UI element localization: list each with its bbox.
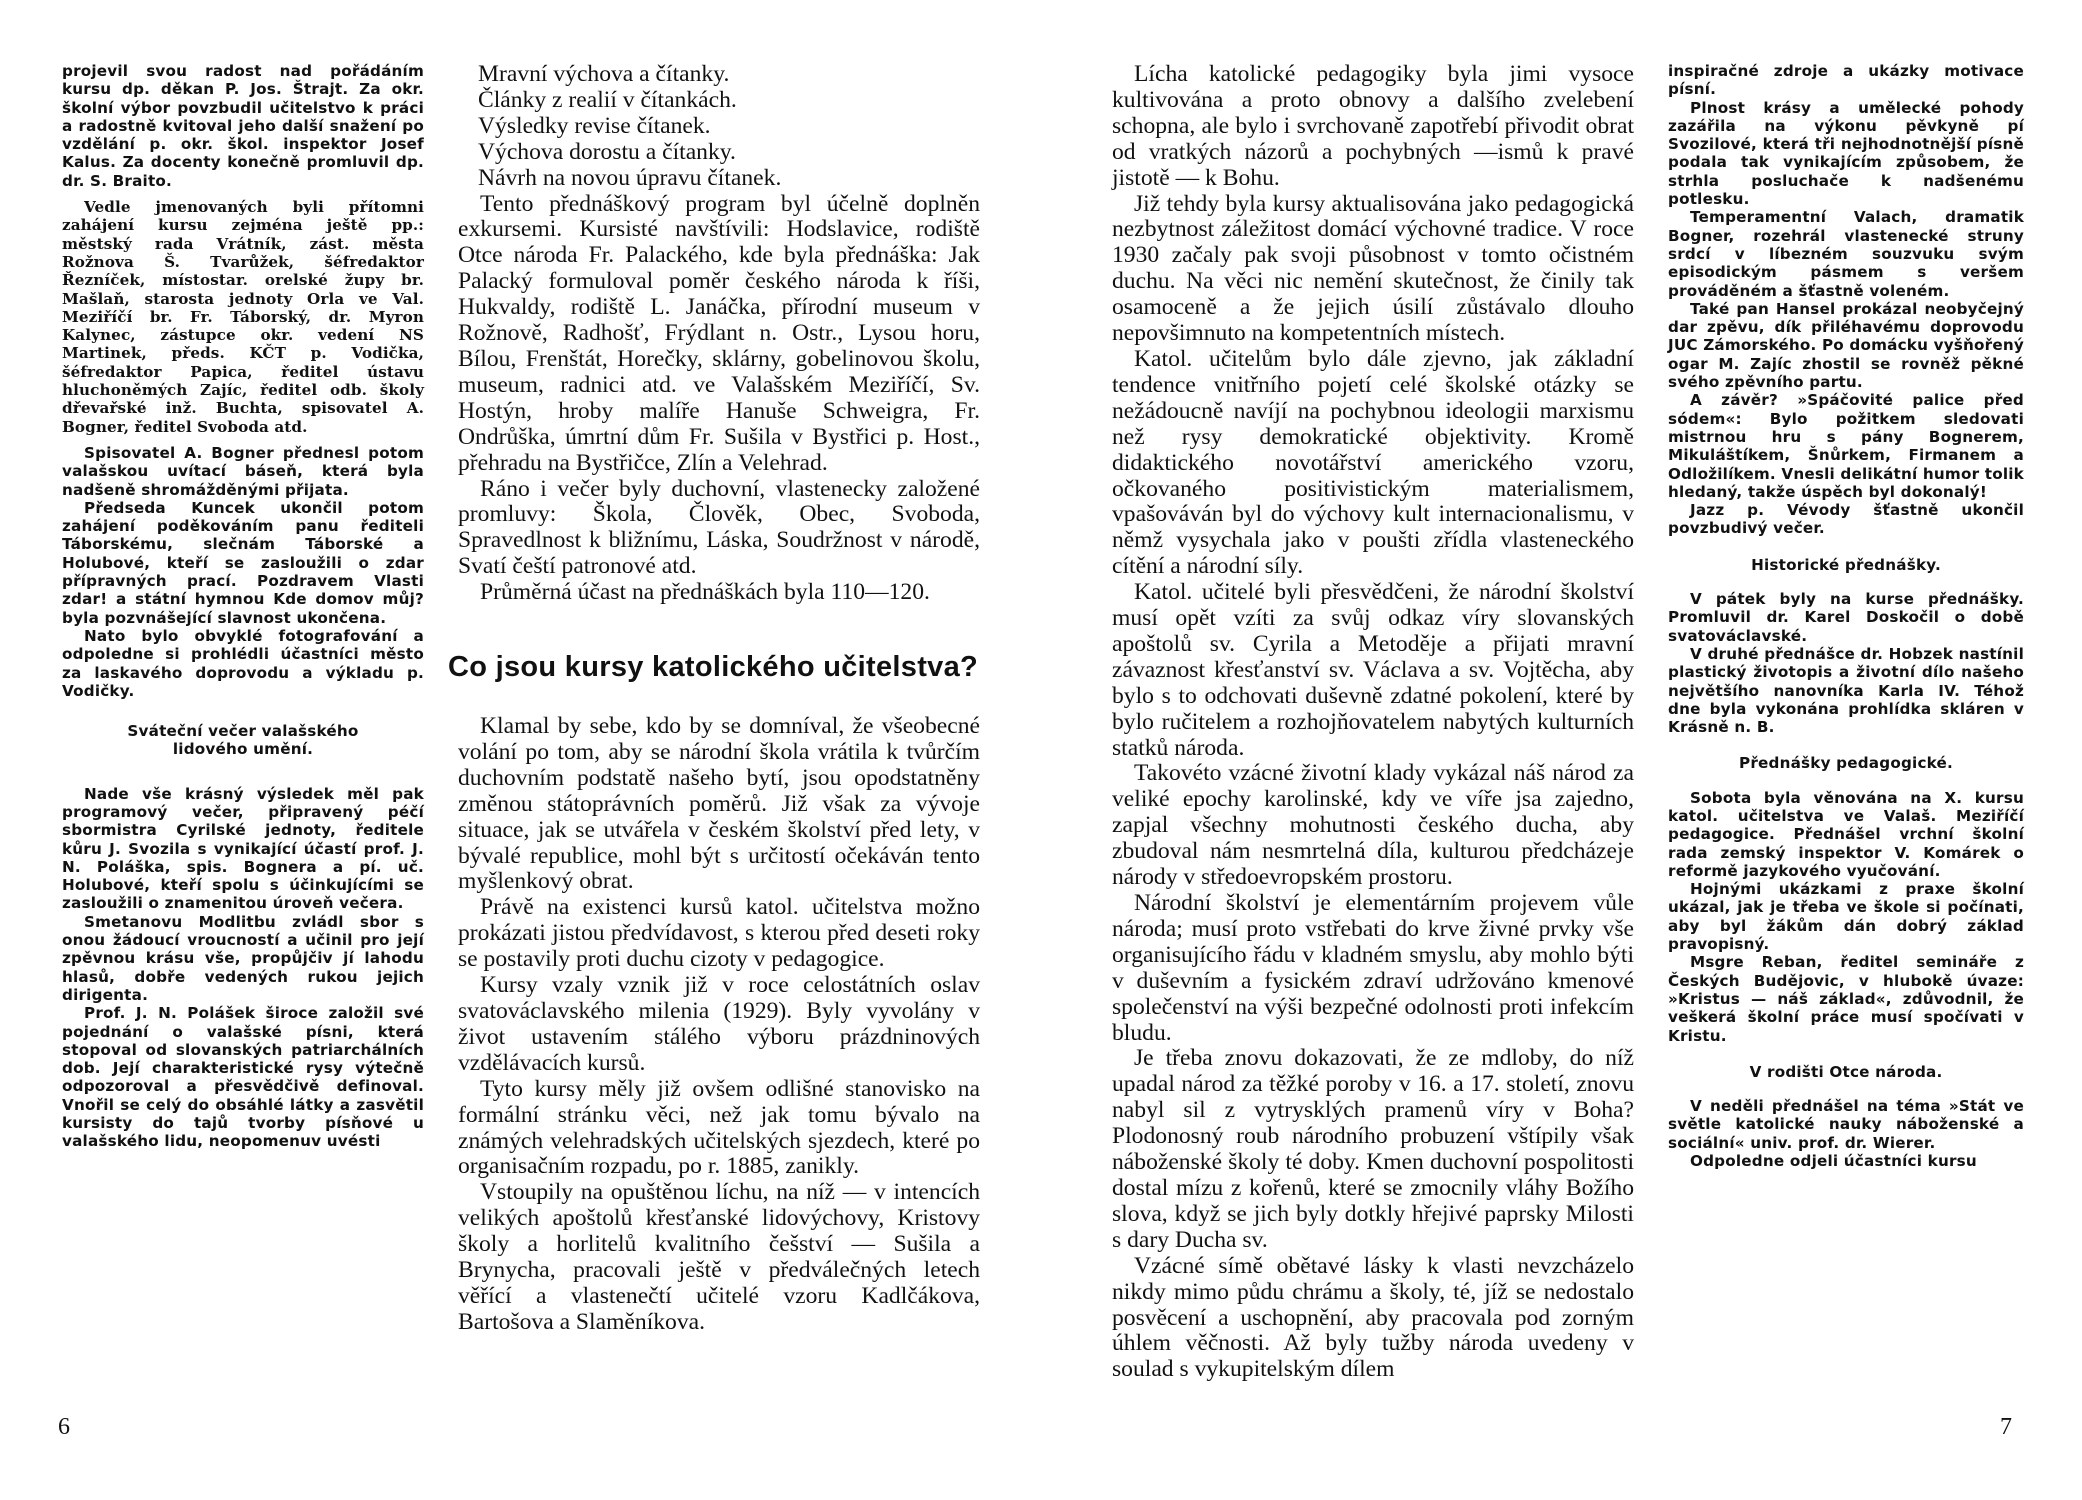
paragraph: inspiračné zdroje a ukázky motivace písní. [1668, 62, 2024, 99]
paragraph: Temperamentní Valach, dramatik Bogner, rozehrál vlastenecké struny srdcí v líbezném souzvuku svým episodickým pásmem s veršem prováděném a šťastně voleném. [1668, 208, 2024, 300]
right-column-2 [1668, 62, 2024, 1170]
paragraph: Spisovatel A. Bogner přednesl potom valašskou uvítací báseň, která byla nadšeně shromážděnými přijata. [62, 443, 424, 499]
paragraph: Tento přednáškový program byl účelně doplněn exkursemi. Kursisté navštívili: Hodslavice, rodiště Otce národa Fr. Palackého, kde byla přednáška: Jak Palacký formuloval poměr českého národa k říši, Hukvaldy, rodiště L. Janáčka, přírodní museum v Rožnově, Radhošť, Frýdlant n. Ostr., Lysou horu, Bílou, Frenštát, Horečky, sklárny, gobelinovou školu, museum, radnici atd. ve Valašském Meziříčí, Sv. Hostýn, hroby malíře Hanuše Schweigra, Fr. Ondrůška, úmrtní dům Fr. Sušila v Bystřici p. Host., přehradu na Bystřičce, Zlín a Velehrad. [458, 190, 980, 476]
program-item: Výchova dorostu a čítanky. [478, 138, 736, 165]
paragraph: Průměrná účast na přednáškách byla 110—120. [480, 579, 930, 606]
article-heading: Co jsou kursy katolického učitelstva? [448, 651, 979, 684]
program-item: Články z realií v čítankách. [478, 86, 737, 113]
paragraph: Vzácné símě obětavé lásky k vlasti nevzcházelo nikdy mimo půdu chrámu a školy, té, jíž se nedostalo posvěcení a uschopnění, aby pracovala pod zorným úhlem věčnosti. Až byly tužby národa uvedeny v soulad s vykupitelským dílem [1112, 1252, 1634, 1383]
program-item: Výsledky revise čítanek. [478, 112, 711, 139]
paragraph: Hojnými ukázkami z praxe školní ukázal, jak je třeba ve škole si počínati, aby byl žákům dán dobrý základ pravopisný. [1668, 880, 2024, 954]
paragraph: Nade vše krásný výsledek měl pak programový večer, připravený péčí sbormistra Cyrilské jednoty, ředitele kůru J. Svozila s vynikající účastí prof. J. N. Poláška, spis. Bognera a pí. uč. Holubové, kteří spolu s účinkujícími se zasloužili o znamenitou úroveň večera. [62, 784, 424, 913]
paragraph: V neděli přednášel na téma »Stát ve světle katolické nauky náboženské a sociální« univ. prof. dr. Wierer. [1668, 1097, 2024, 1152]
program-item: Návrh na novou úpravu čítanek. [478, 164, 782, 191]
paragraph: Sobota byla věnována na X. kursu katol. učitelstva ve Valaš. Meziříčí pedagogice. Přednášel vrchní školní rada zemský inspektor V. Komárek o reformě jazykového vyučování. [1668, 788, 2024, 880]
paragraph: Katol. učitelé byli přesvědčeni, že národní školství musí opět vzíti za svůj odkaz víry slovanských apoštolů sv. Cyrila a Metoděje a přijati mravní závaznost křesťanství sv. Václava a sv. Vojtěcha, aby bylo s to odchovati duševně zdatné pokolení, které by bylo ručitelem a rozhojňovatelem nabytých kulturních statků národa. [1112, 579, 1634, 761]
left-column-2 [448, 61, 980, 1336]
paragraph: Národní školství je elementárním projevem vůle národa; musí proto vstřebati do krve živné prvky vše organisujícího řádu v kladném smyslu, aby mohlo býti v duševním a fysickém zdraví udržováno kmenové společenství na výši bezpečné odolnosti proti infekcím bludu. [1112, 890, 1634, 1046]
paragraph: V pátek byly na kurse přednášky. Promluvil dr. Karel Doskočil o době svatováclavské. [1668, 590, 2024, 645]
paragraph: Kursy vzaly vznik již v roce celostátních oslav svatováclavského milenia (1929). Byly vyvolány v život ustavením stálého výboru prázdninových vzdělávacích kursů. [458, 972, 980, 1076]
paragraph: Již tehdy byla kursy aktualisována jako pedagogická nezbytnost záležitost domácí výchovné tradice. V roce 1930 začaly pak svoji působnost v tomto očistném duchu. Na věci nic nemění skutečnost, že činily tak osamoceně a že jejich úsilí zůstávalo dlouho nepovšimnuto na kompetentních místech. [1112, 190, 1634, 347]
page-number: 6 [58, 1414, 70, 1440]
paragraph: Lícha katolické pedagogiky byla jimi vysoce kultivována a proto obnovy a dalšího zvelebení schopna, ale bylo i svrchovaně zapotřebí přivodit obrat od vratkých názorů a pochybných —ismů k pravé jistotě — k Bohu. [1112, 61, 1634, 191]
paragraph: Nato bylo obvyklé fotografování a odpoledne si prohlédli účastníci město za laskavého doprovodu a výkladu p. Vodičky. [62, 626, 424, 700]
program-list [458, 62, 980, 192]
paragraph: Klamal by sebe, kdo by se domníval, že všeobecné volání po tom, aby se národní škola vrátila k tvůrčím duchovním podstatě našeho bytí, jsou opodstatněny změnou státoprávních poměrů. Již však za vývoje situace, jak se utvářela v českém školství před lety, v bývalé republice, mohl být s určitostí očekáván tento myšlenkový obrat. [458, 713, 980, 895]
section-heading: Sváteční večer valašského lidového umění. [127, 722, 359, 759]
paragraph: Msgre Reban, ředitel semináře z Českých Budějovic, v hlubokě úvaze: »Kristus — náš základ«, zdůvodnil, že veškerá školní práce musí spočívati v Kristu. [1668, 953, 2024, 1045]
paragraph: projevil svou radost nad pořádáním kursu dp. děkan P. Jos. Štrajt. Za okr. školní výbor povzbudil učitelstvo k práci a radostně kvitoval jeho další snažení po vzdělání p. okr. škol. inspektor Josef Kalus. Za docenty konečně promluvil dp. dr. S. Braito. [62, 62, 424, 190]
paragraph: Předseda Kuncek ukončil potom zahájení poděkováním panu řediteli Táborskému, slečnám Táborské a Holubové, kteří se zasloužili o zdar přípravných prací. Pozdravem Vlasti zdar! a státní hymnou Kde domov můj? byla pozvnášející slavnost ukončena. [62, 498, 424, 627]
paragraph: Takovéto vzácné životní klady vykázal náš národ za veliké epochy karolinské, kdy ve víře jsa zajedno, zapjal všechny mohutnosti českého ducha, aby zbudoval nám nesmrtelná díla, kulturou předcházeje národy v středoevropském prostoru. [1112, 760, 1634, 891]
right-column-1 [1112, 62, 1634, 1383]
paragraph: Je třeba znovu dokazovati, že ze mdloby, do níž upadal národ za těžké poroby v 16. a 17. století, znovu nabyl sil z vytrysklých pramenů víry v Boha? Plodonosný roub národního probuzení vštípily však náboženské školy té doby. Kmen duchovní pospolitosti dostal mízu z kořenů, které se zmocnily vláhy Božího slova, když se jich byly dotkly hřejivé paprsky Milosti s dary Ducha sv. [1112, 1045, 1634, 1253]
paragraph: Vstoupily na opuštěnou líchu, na níž — v intencích velikých apoštolů křesťanské lidovýchovy, Kristovy školy a horlitelů kvalitního češství — Sušila a Brynycha, pracovali ještě v předválečných letech věřící a vlastenečtí učitelé vzoru Kadlčákova, Bartošova a Slaměníkova. [458, 1179, 980, 1335]
paragraph: Vedle jmenovaných byli přítomni zahájení kursu zejména ještě pp.: městský rada Vrátník, zást. města Rožnova Š. Tvarůžek, šéfredaktor Řezníček, místostar. orelské župy br. Mašlaň, starosta jednoty Orla ve Val. Meziříčí br. Fr. Táborský, dr. Myron Kalynec, zástupce okr. vedení NS Martinek, předs. KČT p. Vodička, šéfredaktor Papica, ředitel ústavu hluchoněmých Zajíc, ředitel odb. školy dřevařské inž. Buchta, spisovatel A. Bogner, ředitel Svoboda atd. [62, 198, 424, 436]
section-heading: Přednášky pedagogické. [1738, 754, 1954, 773]
paragraph: Tyto kursy měly již ovšem odlišné stanovisko na formální stránku věci, než jak tomu bývalo na známých velehradských učitelských sjezdech, které po organisačním rozpadu, po r. 1885, zanikly. [458, 1075, 980, 1180]
paragraph: Smetanovu Modlitbu zvládl sbor s onou žádoucí vroucností a učinil pro její zpěvnou krásu vše, propůjčiv jí lahodu hlasů, dobře vedených rukou jejich dirigenta. [62, 912, 424, 1004]
paragraph: Právě na existenci kursů katol. učitelstva možno prokázati jistou předvídavost, s kterou před deseti roky se postavily proti duchu cizoty v pedagogice. [458, 894, 980, 973]
paragraph: V druhé přednášce dr. Hobzek nastínil plastický životopis a životní dílo našeho největšího nanovníka Karla IV. Téhož dne byla vykonána prohlídka skláren v Krásně n. B. [1668, 644, 2024, 737]
section-heading: V rodišti Otce národa. [1749, 1062, 1943, 1081]
paragraph: A závěr? »Spáčovité palice před sódem«: Bylo požitkem sledovati mistrnou hru s pány Bognerem, Mikuláštíkem, Šnůrkem, Firmanem a Odložilíkem. Vnesli delikátní humor tolik hledaný, takže úspěch byl dokonalý! [1668, 391, 2024, 501]
program-item: Mravní výchova a čítanky. [478, 61, 730, 87]
right-page [1040, 0, 2082, 1500]
paragraph: Také pan Hansel prokázal neobyčejný dar zpěvu, dík přiléhavému doprovodu JUC Zámorského. Po domácku vyšňořený ogar M. Zajíc zhostil se rovněž pěkné svého zpěvního partu. [1668, 299, 2024, 392]
left-page [0, 0, 1040, 1500]
paragraph: Katol. učitelům bylo dále zjevno, jak základní tendence vnitřního pojetí celé školské otázky se nežádoucně navíjí na pochybnou ideologii marxismu než rysy demokratické objektivity. Kromě didaktického novotářství amerického vzoru, očkovaného positivistickým materialismem, vpašováván byl do výchovy kult internacionalismu, v němž vysychala jako v poušti zřídla vlasteneckého cítění a národní síly. [1112, 345, 1634, 580]
page-number: 7 [2000, 1414, 2012, 1440]
paragraph: Odpoledne odjeli účastníci kursu [1690, 1152, 1977, 1171]
section-heading: Historické přednášky. [1751, 555, 1941, 574]
left-column-1 [62, 62, 424, 1151]
paragraph: Plnost krásy a umělecké pohody zazářila na výkonu pěvkyně pí Svozilové, která tři nejhodnotnější písně podala tak vynikajícím způsobem, že strhla posluchače k nadšenému potlesku. [1668, 98, 2024, 209]
paragraph: Ráno i večer byly duchovní, vlastenecky založené promluvy: Škola, Člověk, Obec, Svoboda, Spravedlnost k bližnímu, Láska, Soudržnost v národě, Svatí čeští patronové atd. [458, 475, 980, 580]
paragraph: Prof. J. N. Polášek široce založil své pojednání o valašské písni, která stopoval od slovanských patriarchálních dob. Její charakteristické rysy výtečně odpozoroval a přesvědčivě definoval. Vnořil se celý do obsáhlé látky a zasvětil kursisty do tajů tvorby písňové u valašského lidu, neopomenuv uvésti [62, 1004, 424, 1151]
paragraph: Jazz p. Vévody šťastně ukončil povzbudivý večer. [1668, 501, 2024, 538]
